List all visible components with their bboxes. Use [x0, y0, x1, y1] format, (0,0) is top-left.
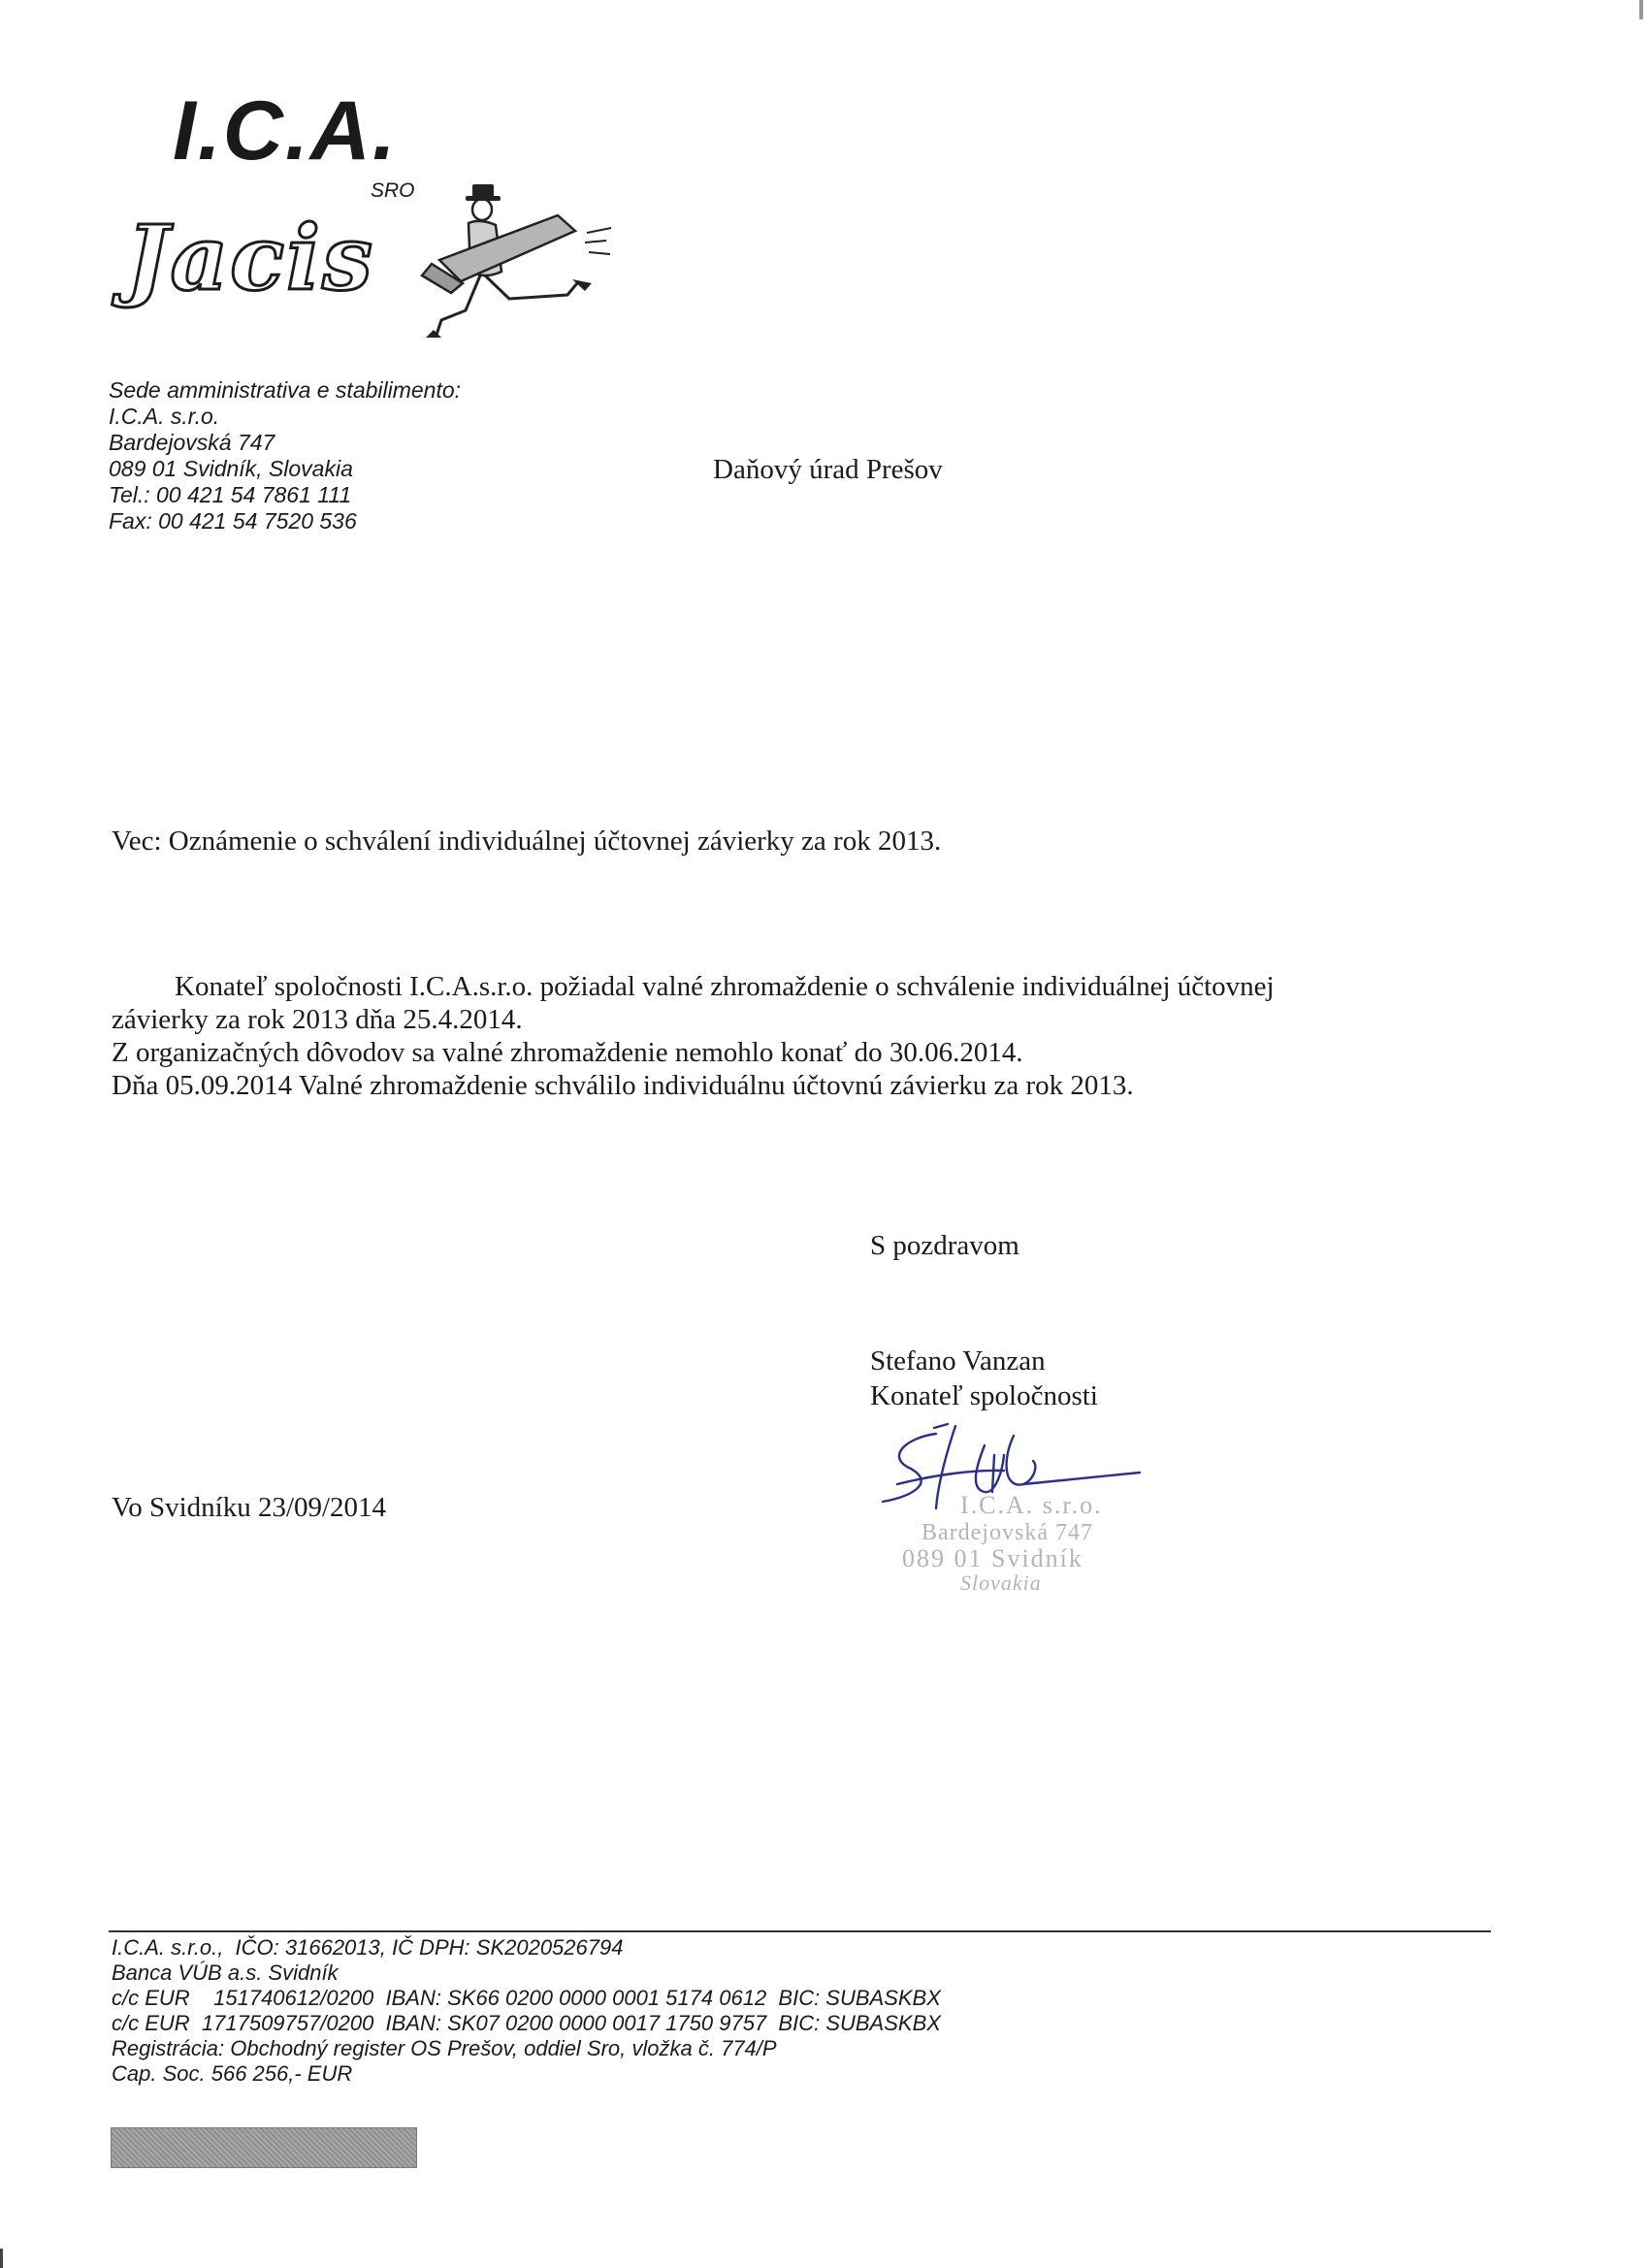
company-logo-suffix: SRO	[371, 179, 415, 202]
footer	[112, 1935, 941, 2087]
footer-line: c/c EUR 1717509757/0200 IBAN: SK07 0200 0000 0017 1750 9757 BIC: SUBASKBX	[112, 2011, 941, 2035]
footer-line: c/c EUR 151740612/0200 IBAN: SK66 0200 0000 0001 5174 0612 BIC: SUBASKBX	[112, 1986, 941, 2010]
closing: S pozdravom	[870, 1230, 1019, 1261]
scan-edge-mark	[0, 2249, 3, 2268]
footer-gray-bar	[111, 2127, 417, 2168]
body-line: Konateľ spoločnosti I.C.A.s.r.o. požiadal valné zhromaždenie o schválenie individuálnej účtovnej	[175, 971, 1275, 1002]
brand-logo-text: Jacis	[126, 206, 374, 310]
running-man-mascot-icon	[412, 175, 616, 340]
footer-line: Registrácia: Obchodný register OS Prešov, oddiel Sro, vložka č. 774/P	[112, 2036, 777, 2060]
body-line: Dňa 05.09.2014 Valné zhromaždenie schválilo individuálnu účtovnú závierku za rok 2013.	[112, 1070, 1134, 1101]
address-line: Sede amministrativa e stabilimento:	[109, 377, 462, 403]
address-line: 089 01 Svidník, Slovakia	[109, 456, 353, 481]
subject-line: Vec: Oznámenie o schválení individuálnej účtovnej závierky za rok 2013.	[112, 826, 942, 857]
stamp-line: Slovakia	[960, 1571, 1042, 1595]
handwritten-signature	[878, 1416, 1149, 1523]
footer-line: Cap. Soc. 566 256,- EUR	[112, 2061, 353, 2086]
signer-role: Konateľ spoločnosti	[870, 1380, 1098, 1411]
footer-divider	[109, 1930, 1491, 1932]
body-line: Z organizačných dôvodov sa valné zhromaždenie nemohlo konať do 30.06.2014.	[112, 1037, 1023, 1068]
address-line: Tel.: 00 421 54 7861 111	[109, 482, 352, 507]
address-line: Bardejovská 747	[109, 430, 275, 455]
stamp-line: 089 01 Svidník	[902, 1544, 1083, 1572]
letter-body	[112, 970, 1450, 1102]
recipient: Daňový úrad Prešov	[713, 454, 943, 485]
stamp-line: I.C.A. s.r.o.	[960, 1491, 1103, 1519]
footer-line: Banca VÚB a.s. Svidník	[112, 1960, 339, 1985]
signer-name: Stefano Vanzan	[870, 1345, 1046, 1377]
footer-line: I.C.A. s.r.o., IČO: 31662013, IČ DPH: SK2020526794	[112, 1935, 624, 1960]
body-line: závierky za rok 2013 dňa 25.4.2014.	[112, 1004, 523, 1035]
address-line: I.C.A. s.r.o.	[109, 404, 220, 429]
company-logo-text: I.C.A.	[173, 84, 398, 178]
scan-edge-mark	[1639, 0, 1643, 19]
place-and-date: Vo Svidníku 23/09/2014	[112, 1492, 387, 1523]
address-line: Fax: 00 421 54 7520 536	[109, 508, 357, 534]
stamp-line: Bardejovská 747	[922, 1520, 1093, 1545]
